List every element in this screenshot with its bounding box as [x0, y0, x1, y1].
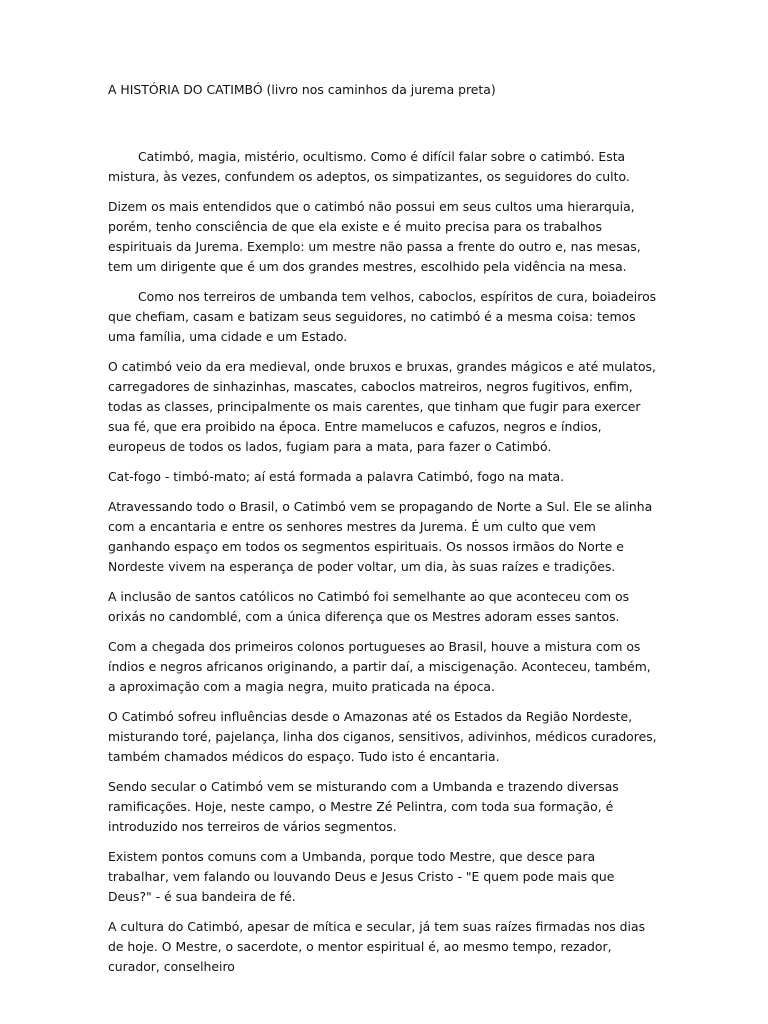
paragraph: Existem pontos comuns com a Umbanda, porque todo Mestre, que desce para trabalhar, vem falando ou louvando Deus e Jesus Cristo - "E quem pode mais que Deus?" - é sua bandeira de fé.	[108, 849, 615, 904]
paragraph: Catimbó, magia, mistério, ocultismo. Como é difícil falar sobre o catimbó. Esta mistura, às vezes, confundem os adeptos, os simpatizantes, os seguidores do culto.	[108, 149, 630, 184]
paragraph: Cat-fogo - timbó-mato; aí está formada a palavra Catimbó, fogo na mata.	[108, 469, 565, 484]
paragraph: Atravessando todo o Brasil, o Catimbó vem se propagando de Norte a Sul. Ele se alinha com a encantaria e entre os senhores mestres da Jurema. É um culto que vem ganhando espaço em todos os segmentos espirituais. Os nossos irmãos do Norte e Nordeste vivem na esperança de poder voltar, um dia, às suas raízes e tradições.	[108, 499, 653, 574]
paragraph: Com a chegada dos primeiros colonos portugueses ao Brasil, houve a mistura com os índios e negros africanos originando, a partir daí, a miscigenação. Aconteceu, também, a aproximação com a magia negra, muito praticada na época.	[108, 639, 651, 694]
document-page	[108, 80, 658, 987]
paragraph: Como nos terreiros de umbanda tem velhos, caboclos, espíritos de cura, boiadeiros que chefiam, casam e batizam seus seguidores, no catimbó é a mesma coisa: temos uma família, uma cidade e um Estado.	[108, 289, 657, 344]
paragraph: Sendo secular o Catimbó vem se misturando com a Umbanda e trazendo diversas ramificações. Hoje, neste campo, o Mestre Zé Pelintra, com toda sua formação, é introduzido nos terreiros de vários segmentos.	[108, 779, 619, 834]
paragraph: O Catimbó sofreu influências desde o Amazonas até os Estados da Região Nordeste, misturando toré, pajelança, linha dos ciganos, sensitivos, adivinhos, médicos curadores, também chamados médicos do espaço. Tudo isto é encantaria.	[108, 709, 657, 764]
paragraph: O catimbó veio da era medieval, onde bruxos e bruxas, grandes mágicos e até mulatos, carregadores de sinhazinhas, mascates, caboclos matreiros, negros fugitivos, enfim, todas as classes, principalmente os mais carentes, que tinham que fugir para exercer sua fé, que era proibido na época. Entre mamelucos e cafuzos, negros e índios, europeus de todos os lados, fugiam para a mata, para fazer o Catimbó.	[108, 359, 656, 454]
paragraph: Dizem os mais entendidos que o catimbó não possui em seus cultos uma hierarquia, porém, tenho consciência de que ela existe e é muito precisa para os trabalhos espirituais da Jurema. Exemplo: um mestre não passa a frente do outro e, nas mesas, tem um dirigente que é um dos grandes mestres, escolhido pela vidência na mesa.	[108, 199, 641, 274]
document-title: A HISTÓRIA DO CATIMBÓ (livro nos caminhos da jurema preta)	[108, 82, 496, 97]
paragraph: A inclusão de santos católicos no Catimbó foi semelhante ao que aconteceu com os orixás no candomblé, com a única diferença que os Mestres adoram esses santos.	[108, 589, 630, 624]
paragraph: A cultura do Catimbó, apesar de mítica e secular, já tem suas raízes firmadas nos dias de hoje. O Mestre, o sacerdote, o mentor espiritual é, ao mesmo tempo, rezador, curador, conselheiro	[108, 919, 646, 974]
